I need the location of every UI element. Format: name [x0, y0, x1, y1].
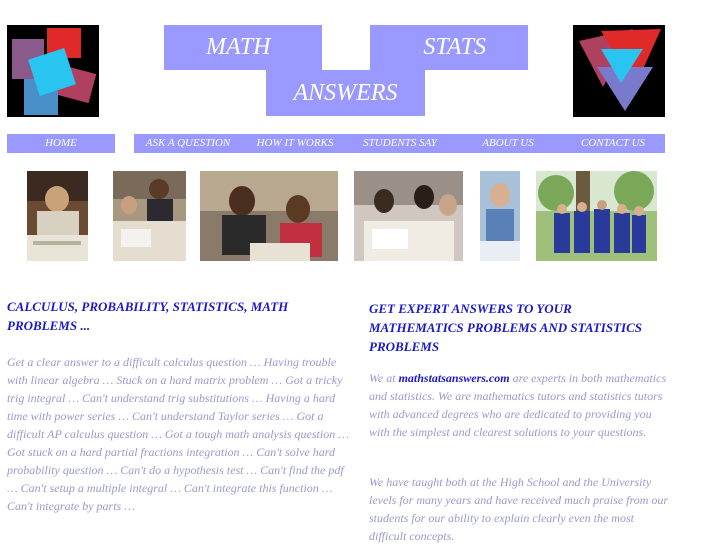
right-para-2: We have taught both at the High School and the University levels for many years and have received much praise from our students for our ability to explain clearly even the most difficult concepts. — [369, 475, 669, 543]
left-body: Get a clear answer to a difficult calculus question … Having trouble with linear algebra … Stuck on a hard matrix problem … Got a tricky trig integral … Can't understand trig substitutions … Having a hard time with power series … Can't understand Taylor series … Got a difficult AP calculus question … Got a tough math analysis question … Got stuck on a hard partial fractions integration … Can't solve hard probability question … Can't do a hypothesis test … Can't find the pdf … Can't setup a multiple integral … Can't integrate this function … Can't integrate by parts … — [7, 355, 349, 513]
triangles-logo-icon — [573, 25, 665, 117]
title-math: MATH — [164, 25, 322, 70]
title-answers: ANSWERS — [266, 70, 425, 116]
photo-students-at-desks — [113, 171, 186, 261]
right-para-1-post: are experts in both mathematics and statistics. We are mathematics tutors and statistics tutors with advanced degrees who are dedicated to providing you with the simplest and clearest solutions to your questions. — [369, 371, 667, 439]
photo-student-thinking — [480, 171, 520, 261]
nav-students-say[interactable]: STUDENTS SAY — [363, 137, 437, 149]
logo-right — [573, 25, 665, 117]
right-para-1 — [369, 369, 669, 441]
photo-graduates — [536, 171, 657, 261]
site-link[interactable]: mathstatsanswers.com — [398, 371, 510, 385]
photo-student-studying — [27, 171, 88, 261]
right-heading: GET EXPERT ANSWERS TO YOUR MATHEMATICS PROBLEMS AND STATISTICS PROBLEMS — [369, 301, 642, 354]
squares-logo-icon — [7, 25, 99, 117]
nav-about-us[interactable]: ABOUT US — [482, 137, 534, 149]
right-para-1-pre: We at — [369, 371, 399, 385]
left-heading: CALCULUS, PROBABILITY, STATISTICS, MATH PROBLEMS ... — [7, 299, 289, 333]
nav-contact-us[interactable]: CONTACT US — [580, 137, 646, 149]
nav-home[interactable]: HOME — [45, 137, 77, 149]
photo-group-studying — [354, 171, 463, 261]
title-stats: STATS — [370, 25, 528, 70]
nav-ask-a-question[interactable]: ASK A QUESTION — [145, 137, 231, 149]
logo-left — [7, 25, 99, 117]
photo-tutor-and-student — [200, 171, 338, 261]
nav-how-it-works[interactable]: HOW IT WORKS — [256, 137, 334, 149]
